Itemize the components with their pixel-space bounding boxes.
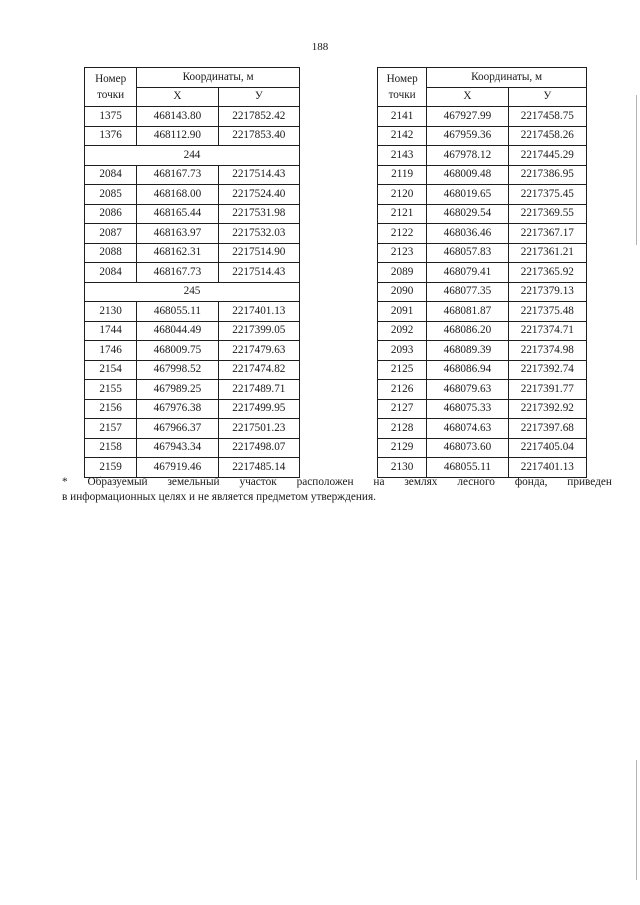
table-row [85,263,300,283]
point-number-cell: 2159 [85,458,137,478]
point-number-cell: 2086 [85,204,137,224]
point-number-cell: 2121 [378,204,427,224]
coordinates-table-right [377,67,587,478]
x-coordinate-cell: 468112.90 [137,126,218,146]
y-coordinate-cell: 2217853.40 [218,126,299,146]
footnote-word: на [373,476,385,488]
section-row [85,282,300,302]
point-number-cell: 2130 [85,302,137,322]
table-row [378,165,587,185]
table-row [85,107,300,127]
point-number-cell: 2088 [85,243,137,263]
table-row [378,419,587,439]
x-coordinate-cell: 468079.41 [427,263,508,283]
section-row [85,146,300,166]
point-number-cell: 2129 [378,438,427,458]
header-point-number-line1: Номер [386,73,418,85]
y-coordinate-cell: 2217458.75 [508,107,586,127]
scan-edge-mark [636,760,637,880]
table-row [85,341,300,361]
point-number-cell: 2084 [85,263,137,283]
table-row [85,360,300,380]
point-number-cell: 2143 [378,146,427,166]
footnote-word: приведен [567,476,612,488]
point-number-cell: 2157 [85,419,137,439]
table-row [378,126,587,146]
point-number-cell: 2154 [85,360,137,380]
x-coordinate-cell: 467976.38 [137,399,218,419]
header-point-number-line2: точки [388,89,416,101]
table-row [378,185,587,205]
point-number-cell: 2158 [85,438,137,458]
table-row [85,165,300,185]
y-coordinate-cell: 2217391.77 [508,380,586,400]
table-row [378,146,587,166]
footnote-line2: в информационных целях и не является предметом утверждения. [62,491,376,503]
footnote-word: фонда, [514,476,548,488]
x-coordinate-cell: 467919.46 [137,458,218,478]
y-coordinate-cell: 2217392.92 [508,399,586,419]
table-row [378,282,587,302]
x-coordinate-cell: 468019.65 [427,185,508,205]
x-coordinate-cell: 468077.35 [427,282,508,302]
header-point-number [85,68,137,107]
point-number-cell: 2156 [85,399,137,419]
table-row [378,204,587,224]
footnote [62,475,612,505]
x-coordinate-cell: 468168.00 [137,185,218,205]
table-row [85,438,300,458]
x-coordinate-cell: 468162.31 [137,243,218,263]
x-coordinate-cell: 468081.87 [427,302,508,322]
table-row [85,224,300,244]
footnote-word: расположен [296,476,354,488]
table-row [85,302,300,322]
x-coordinate-cell: 468055.11 [427,458,508,478]
point-number-cell: 1744 [85,321,137,341]
y-coordinate-cell: 2217392.74 [508,360,586,380]
x-coordinate-cell: 468086.20 [427,321,508,341]
point-number-cell: 1746 [85,341,137,361]
y-coordinate-cell: 2217401.13 [508,458,586,478]
x-coordinate-cell: 468075.33 [427,399,508,419]
point-number-cell: 2092 [378,321,427,341]
x-coordinate-cell: 468079.63 [427,380,508,400]
x-coordinate-cell: 467959.36 [427,126,508,146]
x-coordinate-cell: 468089.39 [427,341,508,361]
y-coordinate-cell: 2217445.29 [508,146,586,166]
y-coordinate-cell: 2217374.71 [508,321,586,341]
x-coordinate-cell: 467943.34 [137,438,218,458]
header-x: X [427,87,508,107]
point-number-cell: 2123 [378,243,427,263]
footnote-word: землях [404,476,438,488]
point-number-cell: 2084 [85,165,137,185]
point-number-cell: 2126 [378,380,427,400]
y-coordinate-cell: 2217369.55 [508,204,586,224]
y-coordinate-cell: 2217379.13 [508,282,586,302]
table-row [378,380,587,400]
x-coordinate-cell: 468009.48 [427,165,508,185]
y-coordinate-cell: 2217532.03 [218,224,299,244]
y-coordinate-cell: 2217501.23 [218,419,299,439]
header-point-number [378,68,427,107]
x-coordinate-cell: 468167.73 [137,263,218,283]
x-coordinate-cell: 468044.49 [137,321,218,341]
x-coordinate-cell: 467998.52 [137,360,218,380]
footnote-word: Образуемый [87,476,148,488]
point-number-cell: 2122 [378,224,427,244]
table-row [378,243,587,263]
footnote-line1 [62,475,612,490]
point-number-cell: 2128 [378,419,427,439]
table-row [378,399,587,419]
point-number-cell: 2090 [378,282,427,302]
header-coordinates: Координаты, м [137,68,300,88]
x-coordinate-cell: 468036.46 [427,224,508,244]
y-coordinate-cell: 2217474.82 [218,360,299,380]
y-coordinate-cell: 2217524.40 [218,185,299,205]
y-coordinate-cell: 2217531.98 [218,204,299,224]
table-row [85,126,300,146]
header-point-number-line2: точки [97,89,125,101]
x-coordinate-cell: 468029.54 [427,204,508,224]
header-coordinates: Координаты, м [427,68,587,88]
y-coordinate-cell: 2217401.13 [218,302,299,322]
footnote-word: земельный [167,476,220,488]
table-row [85,243,300,263]
table-row [378,302,587,322]
point-number-cell: 2120 [378,185,427,205]
y-coordinate-cell: 2217361.21 [508,243,586,263]
header-y: У [218,87,299,107]
y-coordinate-cell: 2217375.45 [508,185,586,205]
footnote-word: * [62,476,68,488]
x-coordinate-cell: 468167.73 [137,165,218,185]
x-coordinate-cell: 468073.60 [427,438,508,458]
x-coordinate-cell: 468074.63 [427,419,508,439]
point-number-cell: 2119 [378,165,427,185]
footnote-word: участок [239,476,277,488]
y-coordinate-cell: 2217499.95 [218,399,299,419]
point-number-cell: 2093 [378,341,427,361]
y-coordinate-cell: 2217514.43 [218,165,299,185]
point-number-cell: 2155 [85,380,137,400]
y-coordinate-cell: 2217386.95 [508,165,586,185]
point-number-cell: 2089 [378,263,427,283]
x-coordinate-cell: 468165.44 [137,204,218,224]
y-coordinate-cell: 2217374.98 [508,341,586,361]
x-coordinate-cell: 467966.37 [137,419,218,439]
x-coordinate-cell: 468163.97 [137,224,218,244]
point-number-cell: 2091 [378,302,427,322]
table-row [85,419,300,439]
table-row [378,224,587,244]
table-row [378,321,587,341]
table-row [378,438,587,458]
x-coordinate-cell: 468055.11 [137,302,218,322]
table-row [85,185,300,205]
header-point-number-line1: Номер [95,73,127,85]
x-coordinate-cell: 467989.25 [137,380,218,400]
y-coordinate-cell: 2217405.04 [508,438,586,458]
table-row [85,380,300,400]
section-label: 244 [85,146,300,166]
section-label: 245 [85,282,300,302]
point-number-cell: 1375 [85,107,137,127]
point-number-cell: 2087 [85,224,137,244]
header-y: У [508,87,586,107]
table-right-body [378,107,587,478]
page-number: 188 [311,41,329,53]
table-row [378,263,587,283]
table-row [85,321,300,341]
y-coordinate-cell: 2217514.43 [218,263,299,283]
point-number-cell: 2130 [378,458,427,478]
point-number-cell: 1376 [85,126,137,146]
y-coordinate-cell: 2217514.90 [218,243,299,263]
coordinates-table-left [84,67,300,478]
x-coordinate-cell: 468086.94 [427,360,508,380]
point-number-cell: 2142 [378,126,427,146]
x-coordinate-cell: 467978.12 [427,146,508,166]
table-row [378,360,587,380]
table-row [378,341,587,361]
point-number-cell: 2125 [378,360,427,380]
y-coordinate-cell: 2217479.63 [218,341,299,361]
footnote-word: лесного [457,476,495,488]
y-coordinate-cell: 2217375.48 [508,302,586,322]
point-number-cell: 2085 [85,185,137,205]
table-row [85,204,300,224]
table-row [85,399,300,419]
y-coordinate-cell: 2217399.05 [218,321,299,341]
y-coordinate-cell: 2217365.92 [508,263,586,283]
header-x: X [137,87,218,107]
y-coordinate-cell: 2217489.71 [218,380,299,400]
table-left-body [85,107,300,478]
y-coordinate-cell: 2217367.17 [508,224,586,244]
scan-edge-mark [636,95,637,245]
y-coordinate-cell: 2217498.07 [218,438,299,458]
y-coordinate-cell: 2217458.26 [508,126,586,146]
y-coordinate-cell: 2217852.42 [218,107,299,127]
point-number-cell: 2127 [378,399,427,419]
y-coordinate-cell: 2217397.68 [508,419,586,439]
x-coordinate-cell: 468057.83 [427,243,508,263]
x-coordinate-cell: 468143.80 [137,107,218,127]
y-coordinate-cell: 2217485.14 [218,458,299,478]
x-coordinate-cell: 468009.75 [137,341,218,361]
point-number-cell: 2141 [378,107,427,127]
x-coordinate-cell: 467927.99 [427,107,508,127]
table-row [378,107,587,127]
